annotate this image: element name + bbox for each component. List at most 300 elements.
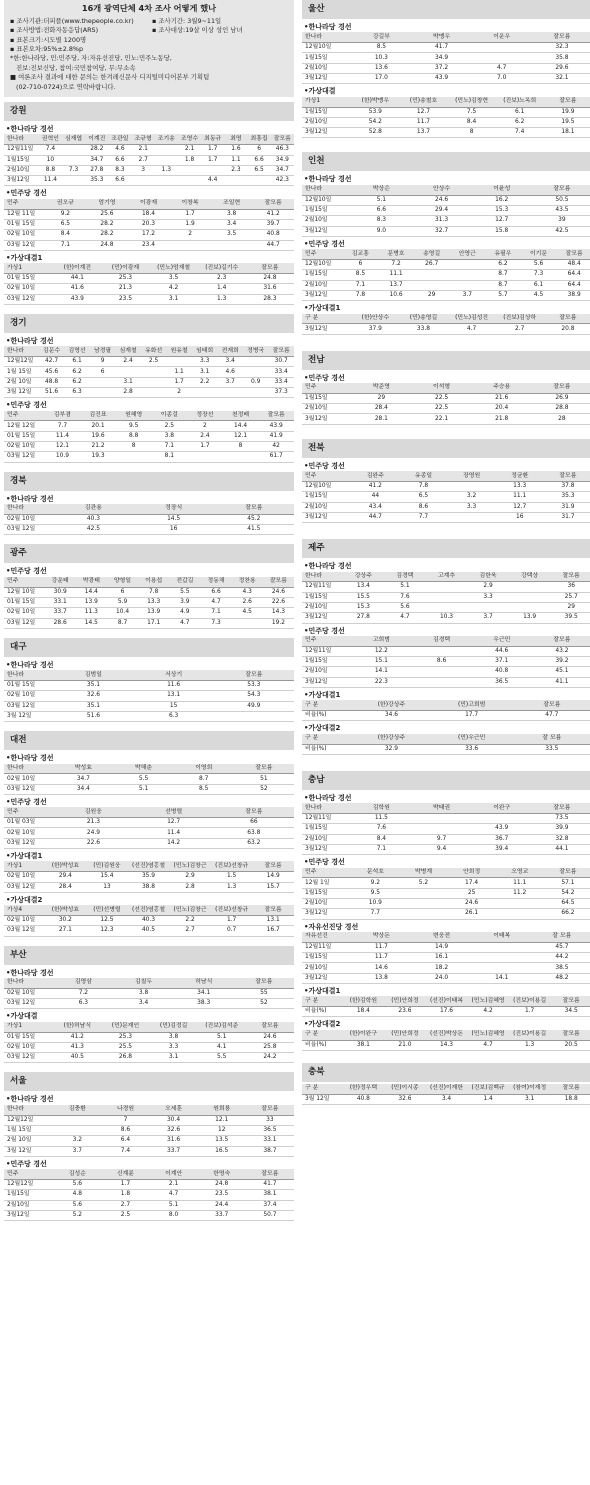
table-row bbox=[4, 452, 294, 462]
poll-table bbox=[4, 1105, 294, 1157]
data-cell: 2.1 bbox=[150, 1180, 198, 1190]
data-cell: 9.0 bbox=[351, 226, 411, 236]
header-cell: 잘모름 bbox=[544, 868, 590, 878]
header-cell: 잘모름 bbox=[532, 32, 590, 42]
data-cell: 3월 12일 bbox=[4, 711, 53, 721]
data-cell: 03월 12일 bbox=[4, 882, 45, 892]
data-cell bbox=[141, 388, 167, 398]
data-cell: 48.2 bbox=[532, 973, 590, 983]
data-cell: 24.8 bbox=[198, 1180, 246, 1190]
data-cell: 24.8 bbox=[246, 274, 294, 284]
region-block bbox=[4, 731, 294, 936]
header-cell: (한)박성효 bbox=[45, 861, 87, 871]
section-title: • 한나라당 경선 bbox=[302, 792, 590, 803]
data-cell: 24.9 bbox=[53, 828, 133, 838]
header-cell: 최동규 bbox=[201, 134, 224, 144]
region-name: 광주 bbox=[4, 544, 294, 563]
data-cell: 6.2 bbox=[485, 260, 521, 270]
data-cell: 51.6 bbox=[53, 711, 133, 721]
header-cell: 오세훈 bbox=[150, 1105, 198, 1115]
data-cell: 2 bbox=[169, 230, 211, 240]
data-cell: 12.7 bbox=[496, 502, 544, 512]
data-cell: 4.7 bbox=[169, 618, 200, 628]
data-cell: 40.8 bbox=[472, 667, 532, 677]
header-cell: (진보)선창규 bbox=[211, 905, 253, 915]
header-cell: 조영수 bbox=[178, 134, 201, 144]
data-cell: 33.8 bbox=[399, 324, 447, 334]
header-cell: 김충환 bbox=[53, 1105, 101, 1115]
header-cell: 잘모름 bbox=[252, 199, 294, 209]
data-cell: 비율(%) bbox=[302, 711, 351, 721]
data-cell: 2.4 bbox=[115, 357, 141, 367]
data-cell: 3월12일 bbox=[302, 613, 343, 623]
header-cell: 김성순 bbox=[53, 1169, 101, 1179]
header-cell: 심재철 bbox=[115, 346, 141, 356]
data-cell: 19.6 bbox=[80, 431, 116, 441]
header-cell: 선병렬 bbox=[134, 807, 214, 817]
data-cell: 7.8 bbox=[399, 481, 447, 491]
table-row bbox=[302, 324, 590, 334]
data-cell: 28.2 bbox=[86, 230, 128, 240]
data-cell: 3.4 bbox=[113, 999, 173, 1009]
data-cell: 8.8 bbox=[116, 431, 152, 441]
data-cell: 40.3 bbox=[53, 514, 133, 524]
table-row bbox=[4, 988, 294, 998]
header-cell: 임태희 bbox=[192, 346, 218, 356]
header-cell: (진보)노옥희 bbox=[496, 97, 544, 107]
data-cell: 1.7 bbox=[166, 377, 192, 387]
header-cell: (민노)김성진 bbox=[448, 314, 496, 324]
data-cell: 17.4 bbox=[448, 878, 496, 888]
data-cell: 1.6 bbox=[224, 145, 247, 155]
data-cell: 1월 15일 bbox=[4, 1125, 53, 1135]
party-legend-cont: 진보:진보신당, 참여:국민참여당, 무:무소속 bbox=[16, 63, 136, 72]
data-cell: 18.1 bbox=[544, 128, 590, 138]
data-cell: 7.7 bbox=[399, 512, 447, 522]
data-cell: 6 bbox=[90, 367, 116, 377]
survey-period: ▪ 조사기간: 3월9~11일 bbox=[152, 16, 222, 25]
data-cell: 1.3 bbox=[509, 1040, 551, 1050]
header-cell: 박상은 bbox=[351, 185, 411, 195]
header-cell: (민)이광재 bbox=[101, 263, 149, 273]
header-cell: (민노)엄재철 bbox=[150, 263, 198, 273]
data-cell: 19.3 bbox=[80, 452, 116, 462]
data-cell: 03월 12일 bbox=[4, 294, 53, 304]
table-row bbox=[4, 608, 294, 618]
data-cell bbox=[472, 814, 532, 824]
header-cell: 잘모름 bbox=[214, 504, 294, 514]
data-cell: 3.8 bbox=[150, 1032, 198, 1042]
header-cell: 이운우 bbox=[472, 32, 532, 42]
data-cell: 22.1 bbox=[411, 414, 471, 424]
table-row bbox=[302, 404, 590, 414]
data-cell: 35.3 bbox=[544, 492, 590, 502]
data-cell: 8.4 bbox=[448, 117, 496, 127]
data-cell: 10.9 bbox=[45, 452, 81, 462]
header-cell: 이계안 bbox=[150, 1169, 198, 1179]
data-cell: 03월 12일 bbox=[4, 618, 45, 628]
data-cell bbox=[411, 824, 471, 834]
header-cell: (한)박성효 bbox=[45, 905, 87, 915]
data-cell: 57.1 bbox=[544, 878, 590, 888]
data-cell: 66 bbox=[214, 818, 294, 828]
header-cell: 이계진 bbox=[85, 134, 108, 144]
header-cell: 잘모름 bbox=[544, 97, 590, 107]
data-cell: 1월15일 bbox=[302, 205, 351, 215]
table-header-row bbox=[4, 263, 294, 273]
data-cell: 4.7 bbox=[467, 1040, 509, 1050]
data-cell: 1.9 bbox=[169, 219, 211, 229]
data-cell: 2.7 bbox=[169, 926, 211, 936]
data-cell: 20.4 bbox=[472, 404, 532, 414]
table-row bbox=[302, 205, 590, 215]
data-cell: 3 bbox=[132, 165, 155, 175]
survey-target: ▪ 조사대상:19살 이상 성인 남녀 bbox=[152, 26, 243, 35]
header-cell: 잘모름 bbox=[532, 185, 590, 195]
data-cell: 2월10일 bbox=[302, 280, 343, 290]
data-cell: 30.4 bbox=[150, 1115, 198, 1125]
header-cell: 허남식 bbox=[174, 978, 234, 988]
data-cell: 28.2 bbox=[85, 145, 108, 155]
data-cell: 27.8 bbox=[85, 165, 108, 175]
data-cell: 64.4 bbox=[556, 280, 590, 290]
data-cell: 12.7 bbox=[472, 216, 532, 226]
data-cell: 51 bbox=[234, 774, 294, 784]
region-block bbox=[4, 946, 294, 1064]
data-cell: 43.4 bbox=[351, 502, 399, 512]
data-cell: 7.1 bbox=[343, 280, 379, 290]
data-cell: 5.5 bbox=[113, 774, 173, 784]
data-cell: 1월15일 bbox=[302, 592, 343, 602]
data-cell: 23.4 bbox=[128, 240, 170, 250]
section-title: • 가상대결2 bbox=[4, 894, 294, 905]
data-cell: 1.7 bbox=[201, 145, 224, 155]
data-cell: 4.4 bbox=[201, 176, 224, 186]
data-cell: 34.7 bbox=[271, 165, 294, 175]
header-cell: 조기송 bbox=[155, 134, 178, 144]
data-cell: 3.5 bbox=[211, 230, 253, 240]
data-cell: 32.6 bbox=[384, 1094, 426, 1104]
data-cell: 35.8 bbox=[532, 53, 590, 63]
table-row bbox=[302, 899, 590, 909]
table-header-row bbox=[302, 996, 590, 1006]
region-name: 충북 bbox=[302, 1063, 590, 1082]
data-cell: 27.1 bbox=[45, 926, 87, 936]
table-header-row bbox=[302, 572, 590, 582]
poll-table bbox=[4, 199, 294, 251]
data-cell: 13.3 bbox=[138, 597, 169, 607]
data-cell: 3.2 bbox=[448, 492, 496, 502]
region-block bbox=[302, 351, 590, 425]
data-cell: 31.9 bbox=[544, 502, 590, 512]
data-cell bbox=[472, 43, 532, 53]
data-cell: 42.7 bbox=[39, 357, 65, 367]
data-cell: 9.2 bbox=[45, 209, 87, 219]
data-cell: 43.9 bbox=[411, 74, 471, 84]
data-cell: 7.3 bbox=[62, 165, 85, 175]
data-cell: 2.2 bbox=[169, 916, 211, 926]
table-row bbox=[4, 155, 294, 165]
data-cell: 18.4 bbox=[128, 209, 170, 219]
poll-table bbox=[302, 572, 590, 624]
region-block bbox=[4, 638, 294, 722]
header-cell: 김경택 bbox=[411, 636, 471, 646]
data-cell: 03월 12일 bbox=[4, 701, 53, 711]
data-cell: 14.6 bbox=[351, 963, 411, 973]
header-cell: 한나라 bbox=[4, 346, 39, 356]
table-header-row bbox=[4, 346, 294, 356]
header-cell: (민노)김혜영 bbox=[467, 1030, 509, 1040]
section-title: • 가상대결 bbox=[4, 1010, 294, 1021]
poll-table bbox=[4, 1022, 294, 1064]
data-cell: 45.6 bbox=[39, 367, 65, 377]
region-name: 대구 bbox=[4, 638, 294, 657]
table-row bbox=[4, 1042, 294, 1052]
table-header-row bbox=[4, 670, 294, 680]
data-cell: 7.6 bbox=[351, 824, 411, 834]
data-cell: 43.9 bbox=[258, 421, 294, 431]
data-cell: 16 bbox=[134, 525, 214, 535]
data-cell: 2.9 bbox=[169, 872, 211, 882]
data-cell bbox=[411, 814, 471, 824]
data-cell: 6.4 bbox=[101, 1136, 149, 1146]
header-cell: 민주 bbox=[302, 249, 343, 259]
data-cell: 50.5 bbox=[532, 195, 590, 205]
data-cell: 21.0 bbox=[384, 1040, 426, 1050]
data-cell: 1.7 bbox=[509, 1007, 551, 1017]
data-cell: 22.6 bbox=[53, 838, 133, 848]
data-cell: 26.9 bbox=[532, 393, 590, 403]
data-cell: 24.6 bbox=[448, 899, 496, 909]
table-row bbox=[302, 834, 590, 844]
table-row bbox=[302, 128, 590, 138]
data-cell: 2.3 bbox=[224, 165, 247, 175]
data-cell bbox=[472, 942, 532, 952]
data-cell: 13.9 bbox=[76, 597, 107, 607]
data-cell: 64.5 bbox=[544, 899, 590, 909]
header-cell: 잘모름 bbox=[214, 670, 294, 680]
header-cell: (한)박맹우 bbox=[351, 97, 399, 107]
data-cell: 14.1 bbox=[472, 973, 532, 983]
data-cell: 12.5 bbox=[86, 916, 128, 926]
data-cell bbox=[201, 165, 224, 175]
header-cell: 잘모름 bbox=[263, 577, 294, 587]
table-row bbox=[302, 290, 590, 300]
region-name: 경북 bbox=[4, 472, 294, 491]
data-cell: 36.5 bbox=[246, 1125, 294, 1135]
data-cell: 44.2 bbox=[532, 953, 590, 963]
header-cell: (진보)이용길 bbox=[509, 996, 551, 1006]
table-header-row bbox=[4, 764, 294, 774]
data-cell: 8.3 bbox=[108, 165, 131, 175]
data-cell: 44.7 bbox=[252, 240, 294, 250]
data-cell: 50.7 bbox=[246, 1210, 294, 1220]
table-row bbox=[4, 587, 294, 597]
table-header-row bbox=[302, 471, 590, 481]
table-header-row bbox=[302, 868, 590, 878]
survey-org: ▪ 조사기관:더피플(www.thepeople.co.kr) bbox=[10, 16, 134, 25]
data-cell: 12.1 bbox=[45, 442, 81, 452]
section-title: • 민주당 경선 bbox=[4, 1158, 294, 1169]
header-cell: 민주 bbox=[302, 383, 351, 393]
header-cell: (민노)김창근 bbox=[169, 905, 211, 915]
data-cell: 18.8 bbox=[550, 1094, 590, 1104]
data-cell: 41.2 bbox=[351, 481, 399, 491]
data-cell bbox=[90, 388, 116, 398]
data-cell: 32.7 bbox=[411, 226, 471, 236]
header-cell: (진보)김석준 bbox=[198, 1022, 246, 1032]
table-row bbox=[4, 618, 294, 628]
table-row bbox=[302, 963, 590, 973]
poll-table bbox=[302, 996, 590, 1017]
header-cell: 잘모름 bbox=[532, 803, 590, 813]
table-header-row bbox=[4, 861, 294, 871]
data-cell: 20.5 bbox=[550, 1040, 590, 1050]
data-cell: 42 bbox=[258, 442, 294, 452]
header-cell: 김학원 bbox=[351, 803, 411, 813]
header-cell: 이영희 bbox=[174, 764, 234, 774]
data-cell: 43.9 bbox=[472, 824, 532, 834]
section-title: • 한나라당 경선 bbox=[302, 560, 590, 571]
data-cell: 10 bbox=[39, 155, 62, 165]
data-cell: 30.7 bbox=[268, 357, 294, 367]
data-cell: 3월12일 bbox=[302, 290, 343, 300]
data-cell: 7.1 bbox=[200, 608, 231, 618]
data-cell: 3.7 bbox=[449, 290, 485, 300]
section-title: • 민주당 경선 bbox=[4, 399, 294, 410]
table-row bbox=[302, 414, 590, 424]
header-cell: 잘모름 bbox=[532, 383, 590, 393]
data-cell: 9 bbox=[90, 357, 116, 367]
data-cell bbox=[62, 145, 85, 155]
data-cell: 8 bbox=[116, 442, 152, 452]
data-cell: 7.8 bbox=[138, 587, 169, 597]
header-cell: 문석호 bbox=[351, 868, 399, 878]
data-cell: 13.1 bbox=[134, 691, 214, 701]
data-cell: 12월11일 bbox=[302, 814, 351, 824]
table-row bbox=[4, 828, 294, 838]
data-cell: 3.1 bbox=[150, 294, 198, 304]
data-cell: 15.3 bbox=[343, 602, 385, 612]
table-row bbox=[4, 711, 294, 721]
data-cell: 3.3 bbox=[467, 592, 509, 602]
header-cell: 박맹우 bbox=[411, 32, 471, 42]
header-cell: 박성효 bbox=[53, 764, 113, 774]
region-block bbox=[4, 472, 294, 536]
data-cell: 01월 15일 bbox=[4, 431, 45, 441]
data-cell: 26.8 bbox=[101, 1053, 149, 1063]
data-cell: 02월 10일 bbox=[4, 774, 53, 784]
data-cell: 5.2 bbox=[399, 878, 447, 888]
data-cell: 29 bbox=[351, 393, 411, 403]
data-cell bbox=[115, 367, 141, 377]
header-cell: 한나라 bbox=[4, 134, 39, 144]
data-cell: 3월12일 bbox=[302, 74, 351, 84]
data-cell: 29.4 bbox=[411, 205, 471, 215]
data-cell: 41.3 bbox=[53, 1042, 101, 1052]
data-cell: 14.3 bbox=[426, 1040, 468, 1050]
table-row bbox=[4, 525, 294, 535]
table-row bbox=[4, 1136, 294, 1146]
table-row bbox=[4, 176, 294, 186]
data-cell: 7.4 bbox=[101, 1146, 149, 1156]
header-cell: (민노)김혜영 bbox=[467, 996, 509, 1006]
data-cell: 7.4 bbox=[496, 128, 544, 138]
data-cell: 12.7 bbox=[134, 818, 214, 828]
data-cell: 3.7 bbox=[467, 613, 509, 623]
poll-table bbox=[302, 636, 590, 688]
header-cell: 장영원 bbox=[448, 471, 496, 481]
data-cell: 14.3 bbox=[263, 608, 294, 618]
region-block bbox=[302, 771, 590, 1051]
header-cell: 한나라 bbox=[4, 670, 53, 680]
data-cell: 4.2 bbox=[150, 284, 198, 294]
table-header-row bbox=[4, 1022, 294, 1032]
data-cell bbox=[411, 646, 471, 656]
data-cell: 52.8 bbox=[351, 128, 399, 138]
data-cell: 25.7 bbox=[550, 592, 590, 602]
region-name: 부산 bbox=[4, 946, 294, 965]
header-cell: 민주 bbox=[4, 1169, 53, 1179]
data-cell: 2.7 bbox=[496, 324, 544, 334]
table-row bbox=[4, 1032, 294, 1042]
data-cell: 34.6 bbox=[351, 711, 431, 721]
data-cell: 2.8 bbox=[169, 882, 211, 892]
data-cell: 2월10일 bbox=[302, 216, 351, 226]
poll-table bbox=[302, 1030, 590, 1051]
data-cell: 1월15일 bbox=[302, 393, 351, 403]
data-cell: 29.6 bbox=[532, 63, 590, 73]
data-cell: 22.3 bbox=[351, 677, 411, 687]
data-cell: 7.1 bbox=[151, 442, 187, 452]
table-row bbox=[302, 744, 590, 754]
data-cell: 12월 12일 bbox=[4, 421, 45, 431]
poll-table bbox=[4, 861, 294, 892]
header-cell: 김경택 bbox=[384, 572, 426, 582]
data-cell bbox=[187, 452, 223, 462]
contact-phone: (02-710-0724)으로 연락바랍니다. bbox=[16, 82, 116, 91]
data-cell: 3월 12일 bbox=[302, 1094, 343, 1104]
data-cell: 5.6 bbox=[521, 260, 557, 270]
poll-table bbox=[4, 504, 294, 535]
header-cell: 김문수 bbox=[39, 346, 65, 356]
data-cell: 11.1 bbox=[378, 270, 414, 280]
header-cell: 잘모름 bbox=[556, 249, 590, 259]
header-cell: 김범일 bbox=[53, 670, 133, 680]
data-cell bbox=[399, 909, 447, 919]
table-row bbox=[4, 294, 294, 304]
data-cell: 01월 15일 bbox=[4, 274, 53, 284]
poll-table bbox=[302, 803, 590, 855]
header-cell: 원유철 bbox=[166, 346, 192, 356]
data-cell bbox=[62, 176, 85, 186]
header-cell: 잘모름 bbox=[550, 1084, 590, 1094]
data-cell: 21.3 bbox=[101, 284, 149, 294]
data-cell: 16.7 bbox=[252, 926, 294, 936]
data-cell: 24.6 bbox=[263, 587, 294, 597]
data-cell: 35.3 bbox=[85, 176, 108, 186]
data-cell: 30.2 bbox=[45, 916, 87, 926]
data-cell: 6.1 bbox=[521, 280, 557, 290]
data-cell: 39.2 bbox=[532, 657, 590, 667]
region-name: 서울 bbox=[4, 1072, 294, 1091]
data-cell: 4.5 bbox=[521, 290, 557, 300]
data-cell: 4.1 bbox=[198, 1042, 246, 1052]
data-cell: 2.5 bbox=[151, 421, 187, 431]
poll-table bbox=[4, 905, 294, 936]
data-cell bbox=[496, 899, 544, 909]
data-cell: 54.2 bbox=[544, 888, 590, 898]
